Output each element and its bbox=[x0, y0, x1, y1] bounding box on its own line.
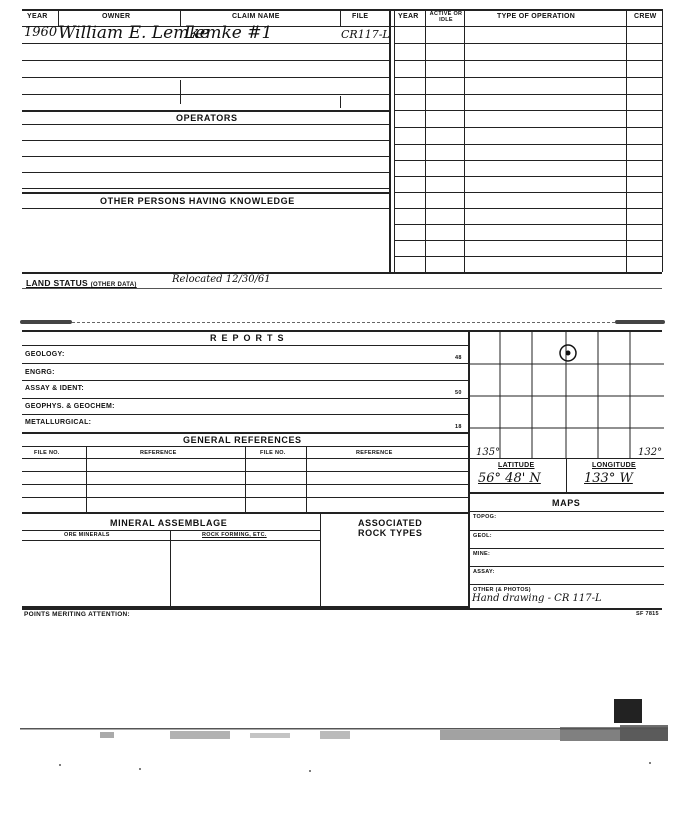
maps-mine: MINE: bbox=[473, 551, 491, 557]
report-metallurgical-num: 18 bbox=[455, 424, 462, 430]
form-number: SF 7815 bbox=[636, 611, 659, 617]
report-geophys-label: GEOPHYS. & GEOCHEM: bbox=[25, 403, 115, 410]
ref-file-no-header: FILE NO. bbox=[34, 450, 60, 456]
points-meriting-attention: POINTS MERITING ATTENTION: bbox=[24, 611, 131, 618]
longitude-label: LONGITUDE bbox=[592, 462, 636, 469]
reports-heading: REPORTS bbox=[210, 333, 289, 343]
associated-rock-line1: ASSOCIATED bbox=[358, 518, 423, 528]
maps-geol: GEOL: bbox=[473, 533, 492, 539]
grid-right-longitude: 132° bbox=[638, 447, 663, 458]
report-geology-num: 48 bbox=[455, 355, 462, 361]
header-claim-name: CLAIM NAME bbox=[232, 13, 280, 20]
ref-reference-header: REFERENCE bbox=[140, 450, 177, 456]
header-year: YEAR bbox=[27, 13, 48, 20]
header-file: FILE bbox=[352, 13, 369, 20]
header-active-or-idle: ACTIVE OR IDLE bbox=[429, 11, 463, 23]
mineral-assemblage-heading: MINERAL ASSEMBLAGE bbox=[110, 518, 228, 528]
land-status-value: Relocated 12/30/61 bbox=[172, 274, 271, 285]
report-geology-label: GEOLOGY: bbox=[25, 351, 65, 358]
report-metallurgical-label: METALLURGICAL: bbox=[25, 419, 92, 426]
grid-left-longitude: 135° bbox=[476, 447, 501, 458]
rock-forming-header: ROCK FORMING, ETC. bbox=[202, 532, 267, 538]
report-engrg-label: ENGRG: bbox=[25, 369, 55, 376]
longitude-value: 133° W bbox=[584, 471, 633, 486]
entry-claim-name: Lemke #1 bbox=[184, 23, 273, 43]
header-type-of-operation: TYPE OF OPERATION bbox=[497, 13, 576, 20]
header-year-2: YEAR bbox=[398, 13, 419, 20]
ref-reference-header-2: REFERENCE bbox=[356, 450, 393, 456]
header-crew: CREW bbox=[634, 13, 657, 20]
latitude-label: LATITUDE bbox=[498, 462, 535, 469]
maps-heading: MAPS bbox=[552, 498, 581, 508]
ref-file-no-header-2: FILE NO. bbox=[260, 450, 286, 456]
report-assay-label: ASSAY & IDENT: bbox=[25, 385, 85, 392]
location-marker-icon bbox=[557, 342, 579, 364]
associated-rock-line2: ROCK TYPES bbox=[358, 528, 423, 538]
header-owner: OWNER bbox=[102, 13, 131, 20]
other-persons-heading: OTHER PERSONS HAVING KNOWLEDGE bbox=[100, 196, 295, 206]
report-assay-num: 50 bbox=[455, 390, 462, 396]
maps-topog: TOPOG: bbox=[473, 514, 497, 520]
ore-minerals-header: ORE MINERALS bbox=[64, 532, 110, 538]
operators-heading: OPERATORS bbox=[176, 113, 238, 123]
entry-owner: William E. Lemke bbox=[58, 23, 210, 43]
entry-file: CR117-L bbox=[341, 28, 390, 41]
maps-other-label: OTHER (& PHOTOS) bbox=[473, 587, 531, 593]
maps-assay: ASSAY: bbox=[473, 569, 495, 575]
general-references-heading: GENERAL REFERENCES bbox=[183, 435, 302, 445]
maps-other-value: Hand drawing - CR 117-L bbox=[472, 593, 602, 604]
land-status-label: LAND STATUS (OTHER DATA) bbox=[26, 278, 137, 288]
latitude-value: 56° 48' N bbox=[478, 471, 541, 486]
scan-noise-strip bbox=[20, 695, 668, 775]
entry-year: 1960 bbox=[24, 25, 58, 40]
